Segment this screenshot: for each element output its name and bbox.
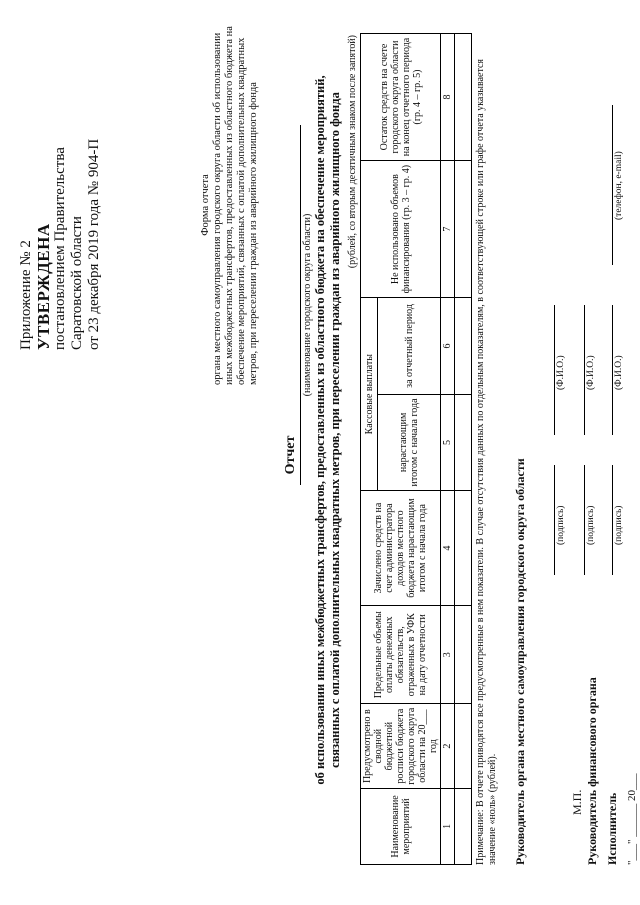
name-underline xyxy=(300,125,301,485)
table-cell[interactable] xyxy=(455,298,472,395)
exec-sign-line xyxy=(612,465,613,575)
table-number-row xyxy=(441,34,455,865)
column-number: 6 xyxy=(441,298,455,395)
report-date-line: "___" ______ 20___ xyxy=(626,773,638,865)
approved-label: УТВЕРЖДЕНА xyxy=(34,223,53,350)
table-cell[interactable] xyxy=(455,161,472,298)
form-label: Форма отчета xyxy=(200,174,211,236)
header-cell: Не использовано объемов финансирования (гр. 3 – гр. 4) xyxy=(361,161,441,298)
exec-name-line xyxy=(612,305,613,435)
executor-label: Исполнитель xyxy=(605,792,619,865)
head-name-caption: (Ф.И.О.) xyxy=(556,355,566,390)
exec-name-caption: (Ф.И.О.) xyxy=(614,355,624,390)
header-cell: нарастающим итогом с начала года xyxy=(378,394,441,491)
head-name-line xyxy=(554,305,555,435)
subtitle-line-1: об использовании иных межбюджетных трансфертов, предоставленных из областного бюджета на обеспечение мероприятий, xyxy=(313,75,327,785)
head-sign-line xyxy=(554,465,555,575)
column-number: 5 xyxy=(441,394,455,491)
column-number: 3 xyxy=(441,605,455,704)
header-cell: Наименование мероприятий xyxy=(361,788,441,864)
table-cell[interactable] xyxy=(455,788,472,864)
header-cell: Предельные объемы оплаты денежных обязательств, отраженных в УФК на дату отчетности xyxy=(361,605,441,704)
table-cell[interactable] xyxy=(455,605,472,704)
subtitle-line-2: связанных с оплатой дополнительных квадратных метров, при переселении граждан из аварийного жилищного фонда xyxy=(328,92,342,768)
header-cell: Предусмотрено в сводной бюджетной росписи бюджета городского округа области на 20___ год xyxy=(361,704,441,788)
head-signatory-title: Руководитель органа местного самоуправления городского округа области xyxy=(513,458,527,865)
units-note: (рублей, со вторым десятичным знаком после запятой) xyxy=(347,35,358,269)
column-number: 1 xyxy=(441,788,455,864)
approved-by: постановлением Правительства xyxy=(52,147,68,350)
table-cell[interactable] xyxy=(455,704,472,788)
column-number: 4 xyxy=(441,491,455,606)
form-heading xyxy=(200,25,260,385)
header-cell: Зачислено средств на счет администратора доходов местного бюджета нарастающим итогом с начала года xyxy=(361,491,441,606)
report-title: Отчет xyxy=(283,435,298,475)
head-sign-caption: (подпись) xyxy=(556,505,566,545)
approved-date: от 23 декабря 2019 года № 904-П xyxy=(86,138,102,350)
header-cell: за отчетный период xyxy=(378,298,441,395)
exec-sign-caption: (подпись) xyxy=(614,505,624,545)
exec-phone-caption: (телефон, e-mail) xyxy=(614,151,624,220)
column-number: 2 xyxy=(441,704,455,788)
table-header-row xyxy=(361,34,378,865)
fin-sign-line xyxy=(584,465,585,575)
form-description: органа местного самоуправления городского округа области об использовании иных межбюджетных трансфертов, предоставленных из областного бюджета на обеспечение мероприятий, связанных с оплатой дополнительных квадратных метров, при переселении граждан из аварийного жилищного фонда xyxy=(212,26,259,385)
stamp-place: М.П. xyxy=(570,789,584,815)
report-subtitle xyxy=(313,45,343,815)
approval-block xyxy=(18,30,103,350)
report-table xyxy=(360,33,472,865)
name-caption: (наименование городского округа области) xyxy=(302,213,313,397)
table-cell[interactable] xyxy=(455,34,472,161)
column-number: 7 xyxy=(441,161,455,298)
exec-phone-line xyxy=(612,105,613,265)
approved-region: Саратовской области xyxy=(69,216,85,350)
table-cell[interactable] xyxy=(455,491,472,606)
fin-sign-caption: (подпись) xyxy=(586,505,596,545)
fin-name-caption: (Ф.И.О.) xyxy=(586,355,596,390)
table-note: Примечание: В отчете приводятся все предусмотренные в нем показатели. В случае отсутствия данных по отдельным показателям, в соответствующей строке или графе отчета указывается значение «ноль» (рублей). xyxy=(475,58,498,865)
header-cell: Остаток средств на счете городского округа области на конец отчетного периода (гр. 4 – гр. 5) xyxy=(361,34,441,161)
table-cell[interactable] xyxy=(455,394,472,491)
fin-name-line xyxy=(584,305,585,435)
header-group-cell: Кассовые выплаты xyxy=(361,298,378,491)
column-number: 8 xyxy=(441,34,455,161)
table-row xyxy=(455,34,472,865)
appendix-number: Приложение № 2 xyxy=(18,240,34,350)
finance-head-title: Руководитель финансового органа xyxy=(585,677,599,865)
